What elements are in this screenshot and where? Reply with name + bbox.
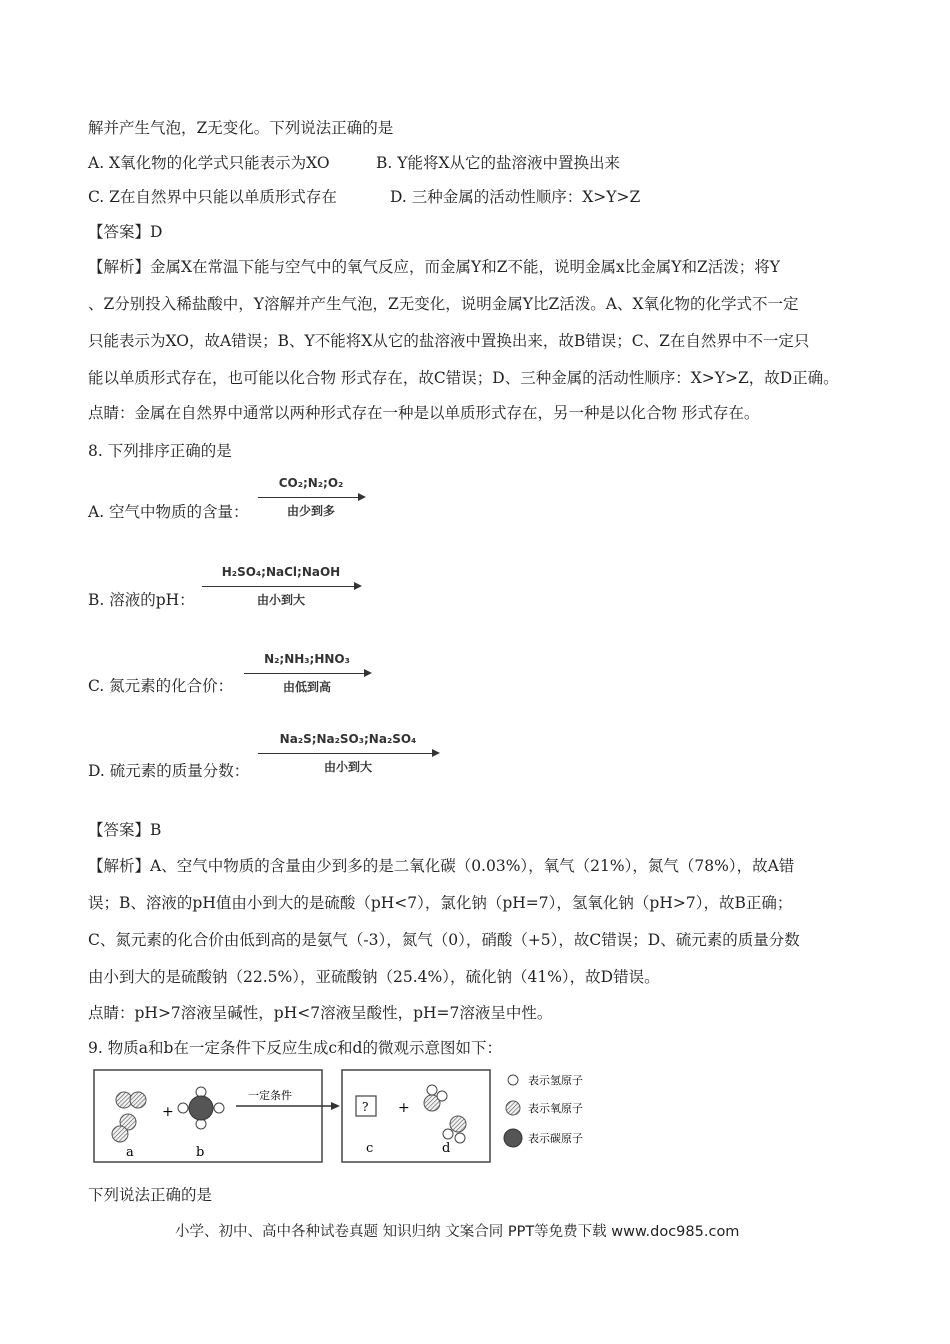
explain-8-4: 由小到大的是硫酸钠（22.5%），亚硫酸钠（25.4%），硫化钠（41%），故D错误。 bbox=[88, 968, 660, 986]
arrow-b-head bbox=[354, 582, 362, 590]
arrow-a-line bbox=[258, 497, 364, 498]
option-7c: C. Z在自然界中只能以单质形式存在 bbox=[88, 188, 337, 206]
molecule-a bbox=[112, 1092, 146, 1142]
legend-hydrogen: 表示氢原子 bbox=[528, 1074, 583, 1087]
legend bbox=[504, 1073, 583, 1147]
answer-7: 【答案】D bbox=[88, 223, 163, 241]
option-7a: A. X氧化物的化学式只能表示为XO bbox=[88, 154, 330, 172]
arrow-b-bottom: 由小到大 bbox=[256, 593, 305, 607]
arrow-b bbox=[202, 563, 360, 613]
arrow-b-top: H₂SO₄;NaCl;NaOH bbox=[221, 565, 341, 579]
molecule-d bbox=[424, 1085, 466, 1143]
arrow-a-head bbox=[358, 493, 366, 501]
arrow-c-head bbox=[364, 669, 372, 677]
legend-oxygen: 表示氧原子 bbox=[528, 1102, 583, 1115]
label-b: b bbox=[196, 1145, 205, 1160]
option-7b: B. Y能将X从它的盐溶液中置换出来 bbox=[376, 154, 621, 172]
arrow-d-head bbox=[432, 749, 440, 757]
arrow-a bbox=[258, 474, 364, 524]
explain-8-3: C、氮元素的化合价由低到高的是氨气（-3），氮气（0），硝酸（+5），故C错误；D、硫元素的质量分数 bbox=[88, 931, 800, 949]
arrow-b-line bbox=[202, 586, 360, 587]
question-9-prompt: 下列说法正确的是 bbox=[88, 1186, 213, 1204]
explain-7-3: 只能表示为XO，故A错误；B、Y不能将X从它的盐溶液中置换出来，故B错误；C、Z在自然界中不一定只 bbox=[88, 332, 810, 350]
arrow-d bbox=[258, 730, 438, 780]
arrow-a-bottom: 由少到多 bbox=[286, 504, 335, 518]
option-8d: D. 硫元素的质量分数： bbox=[88, 762, 250, 780]
arrow-a-top: CO₂;N₂;O₂ bbox=[278, 476, 344, 490]
answer-8: 【答案】B bbox=[88, 821, 162, 839]
label-a: a bbox=[126, 1145, 134, 1160]
tip-8: 点睛：pH>7溶液呈碱性，pH<7溶液呈酸性，pH=7溶液呈中性。 bbox=[88, 1004, 553, 1022]
tip-7: 点睛：金属在自然界中通常以两种形式存在一种是以单质形式存在，另一种是以化合物 形式存在。 bbox=[88, 404, 760, 422]
explain-7-1: 【解析】金属X在常温下能与空气中的氧气反应，而金属Y和Z不能，说明金属x比金属Y和Z活泼；将Y bbox=[88, 258, 781, 276]
option-8b: B. 溶液的pH： bbox=[88, 591, 195, 609]
arrow-d-top: Na₂S;Na₂SO₃;Na₂SO₄ bbox=[279, 732, 417, 746]
label-c: c bbox=[366, 1141, 374, 1156]
option-8a: A. 空气中物质的含量： bbox=[88, 503, 249, 521]
explain-8-2: 误；B、溶液的pH值由小到大的是硫酸（pH<7），氯化钠（pH=7），氢氧化钠（pH>7），故B正确； bbox=[88, 894, 793, 912]
question-8: 8. 下列排序正确的是 bbox=[88, 442, 232, 460]
option-7d: D. 三种金属的活动性顺序：X>Y>Z bbox=[390, 188, 641, 206]
line-1: 解并产生气泡，Z无变化。下列说法正确的是 bbox=[88, 119, 394, 137]
footer-promo: 小学、初中、高中各种试卷真题 知识归纳 文案合同 PPT等免费下载 www.doc985.com bbox=[175, 1224, 740, 1240]
explain-7-4: 能以单质形式存在，也可能以化合物 形式存在，故C错误；D、三种金属的活动性顺序：X>Y>Z，故D正确。 bbox=[88, 369, 839, 387]
arrow-c bbox=[244, 650, 370, 700]
label-d: d bbox=[442, 1141, 451, 1156]
plus-left: + bbox=[162, 1104, 174, 1120]
condition-text: 一定条件 bbox=[248, 1089, 292, 1102]
reaction-diagram bbox=[88, 1066, 628, 1166]
explain-7-2: 、Z分别投入稀盐酸中，Y溶解并产生气泡，Z无变化，说明金属Y比Z活泼。A、X氧化物的化学式不一定 bbox=[88, 295, 799, 313]
arrow-d-line bbox=[258, 753, 438, 754]
molecule-b bbox=[178, 1087, 224, 1129]
arrow-d-bottom: 由小到大 bbox=[323, 760, 372, 774]
explain-8-1: 【解析】A、空气中物质的含量由少到多的是二氧化碳（0.03%），氧气（21%），氮气（78%），故A错 bbox=[88, 857, 795, 875]
question-9: 9. 物质a和b在一定条件下反应生成c和d的微观示意图如下： bbox=[88, 1039, 502, 1057]
unknown-mark: ? bbox=[362, 1100, 369, 1114]
arrow-c-bottom: 由低到高 bbox=[282, 680, 331, 694]
legend-carbon: 表示碳原子 bbox=[528, 1132, 583, 1145]
condition-arrow bbox=[236, 1102, 340, 1110]
plus-right: + bbox=[398, 1100, 410, 1116]
arrow-c-top: N₂;NH₃;HNO₃ bbox=[264, 652, 350, 666]
option-8c: C. 氮元素的化合价： bbox=[88, 677, 234, 695]
arrow-c-line bbox=[244, 673, 370, 674]
